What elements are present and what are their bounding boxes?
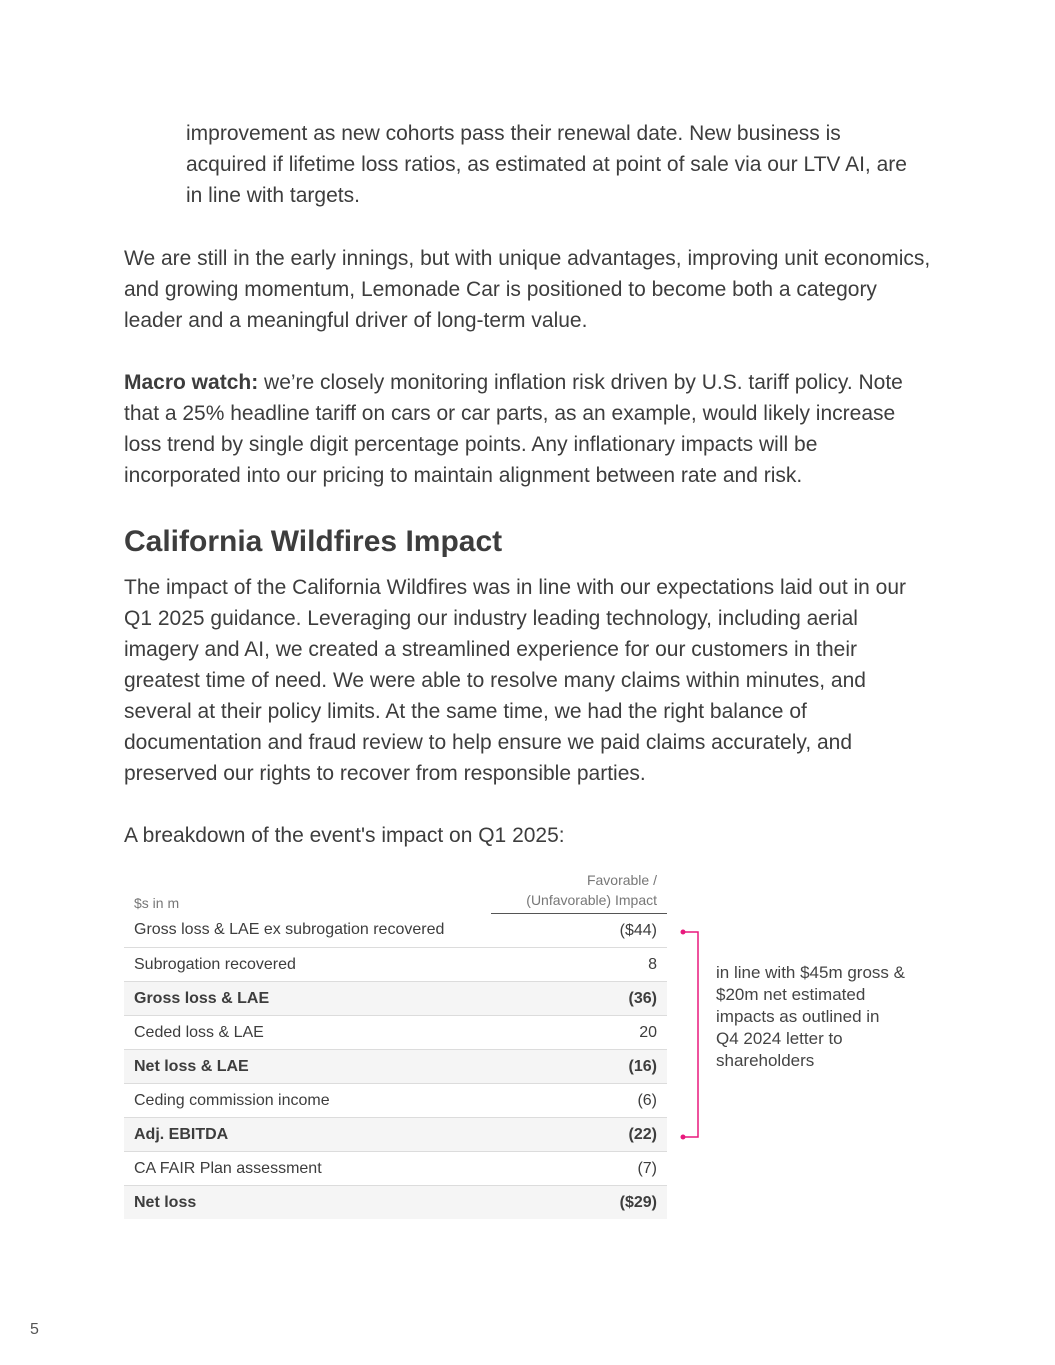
row-value: (36) xyxy=(491,982,667,1016)
table-total-row xyxy=(124,1050,667,1084)
table-row xyxy=(124,1016,667,1050)
section-body: The impact of the California Wildfires was in line with our expectations laid out in our Q1 2025 guidance. Leveraging our industry leading technology, including aerial imagery and AI, we created a streamlined experience for our customers in their greatest time of need. We were able to resolve many claims within minutes, and several at their policy limits. At the same time, we had the right balance of documentation and fraud review to help ensure we paid claims accurately, and preserved our rights to recover from responsible parties. xyxy=(124,576,907,785)
table-header-value-line1: Favorable / xyxy=(586,872,657,888)
row-value: ($44) xyxy=(491,914,667,948)
continuation-paragraph: improvement as new cohorts pass their renewal date. New business is acquired if lifetime loss ratios, as estimated at point of sale via our LTV AI, are in line with targets. xyxy=(186,122,907,207)
macro-watch-text: we’re closely monitoring inflation risk driven by U.S. tariff policy. Note that a 25% headline tariff on cars or car parts, as an example, would likely increase loss trend by single digit percentage points. Any inflationary impacts will be incorporated into our pricing to maintain alignment between rate and risk. xyxy=(124,371,903,487)
row-value: (22) xyxy=(491,1118,667,1152)
row-label: Gross loss & LAE xyxy=(124,982,491,1016)
table-total-row xyxy=(124,982,667,1016)
row-label: Ceding commission income xyxy=(124,1084,491,1118)
row-value: ($29) xyxy=(491,1186,667,1220)
table-header-value-line2: (Unfavorable) Impact xyxy=(526,892,657,908)
table-row xyxy=(124,948,667,982)
table-row xyxy=(124,1152,667,1186)
macro-watch-label: Macro watch: xyxy=(124,371,259,394)
row-label: Subrogation recovered xyxy=(124,948,491,982)
table-row xyxy=(124,914,667,948)
impact-annotation: in line with $45m gross & $20m net estimated impacts as outlined in Q4 2024 letter to shareholders xyxy=(716,963,905,1070)
macro-watch-paragraph xyxy=(124,367,934,491)
table-total-row xyxy=(124,1118,667,1152)
wildfire-impact-table xyxy=(124,870,667,1219)
row-label: Gross loss & LAE ex subrogation recovered xyxy=(124,914,491,948)
bracket-connector-icon xyxy=(678,926,702,1146)
page-number: 5 xyxy=(30,1321,39,1338)
row-label: Adj. EBITDA xyxy=(124,1118,491,1152)
row-label: Ceded loss & LAE xyxy=(124,1016,491,1050)
breakdown-intro: A breakdown of the event's impact on Q1 2025: xyxy=(124,824,565,847)
row-label: Net loss xyxy=(124,1186,491,1220)
section-title: California Wildfires Impact xyxy=(124,525,503,558)
table-row xyxy=(124,1084,667,1118)
table-header-row xyxy=(124,870,667,914)
early-innings-paragraph: We are still in the early innings, but with unique advantages, improving unit economics, and growing momentum, Lemonade Car is positioned to become both a category leader and a meaningful driver of long-term value. xyxy=(124,247,931,332)
table-header-value xyxy=(491,870,667,914)
row-value: (6) xyxy=(491,1084,667,1118)
bracket-line xyxy=(683,932,698,1137)
row-label: CA FAIR Plan assessment xyxy=(124,1152,491,1186)
table-header-label: $s in m xyxy=(134,894,180,911)
row-value: (7) xyxy=(491,1152,667,1186)
row-value: (16) xyxy=(491,1050,667,1084)
row-value: 20 xyxy=(491,1016,667,1050)
row-value: 8 xyxy=(491,948,667,982)
row-label: Net loss & LAE xyxy=(124,1050,491,1084)
table-total-row xyxy=(124,1186,667,1220)
